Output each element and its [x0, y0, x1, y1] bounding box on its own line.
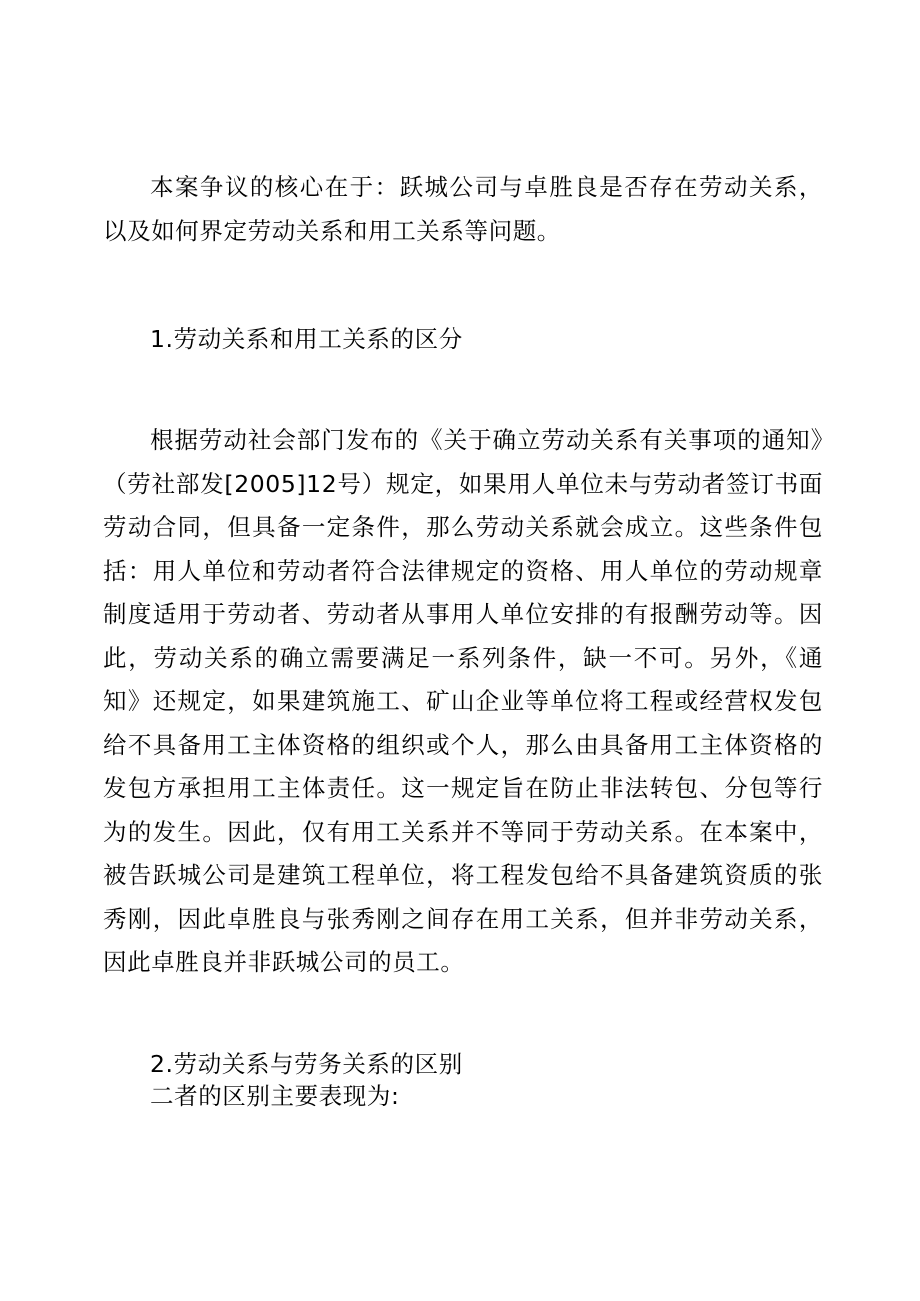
section-1-heading: 1.劳动关系和用工关系的区分: [150, 325, 463, 353]
section-2-subheading: 二者的区别主要表现为:: [150, 1082, 400, 1110]
intro-paragraph: 本案争议的核心在于：跃城公司与卓胜良是否存在劳动关系，以及如何界定劳动关系和用工关系等问题。: [103, 173, 823, 245]
section-2-heading: 2.劳动关系与劳务关系的区别: [150, 1050, 463, 1078]
section-1-body: 根据劳动社会部门发布的《关于确立劳动关系有关事项的通知》（劳社部发[2005]12号）规定，如果用人单位未与劳动者签订书面劳动合同，但具备一定条件，那么劳动关系就会成立。这些条件包括：用人单位和劳动者符合法律规定的资格、用人单位的劳动规章制度适用于劳动者、劳动者从事用人单位安排的有报酬劳动等。因此，劳动关系的确立需要满足一系列条件，缺一不可。另外，《通知》还规定，如果建筑施工、矿山企业等单位将工程或经营权发包给不具备用工主体资格的组织或个人，那么由具备用工主体资格的发包方承担用工主体责任。这一规定旨在防止非法转包、分包等行为的发生。因此，仅有用工关系并不等同于劳动关系。在本案中，被告跃城公司是建筑工程单位，将工程发包给不具备建筑资质的张秀刚，因此卓胜良与张秀刚之间存在用工关系，但并非劳动关系，因此卓胜良并非跃城公司的员工。: [103, 426, 823, 976]
